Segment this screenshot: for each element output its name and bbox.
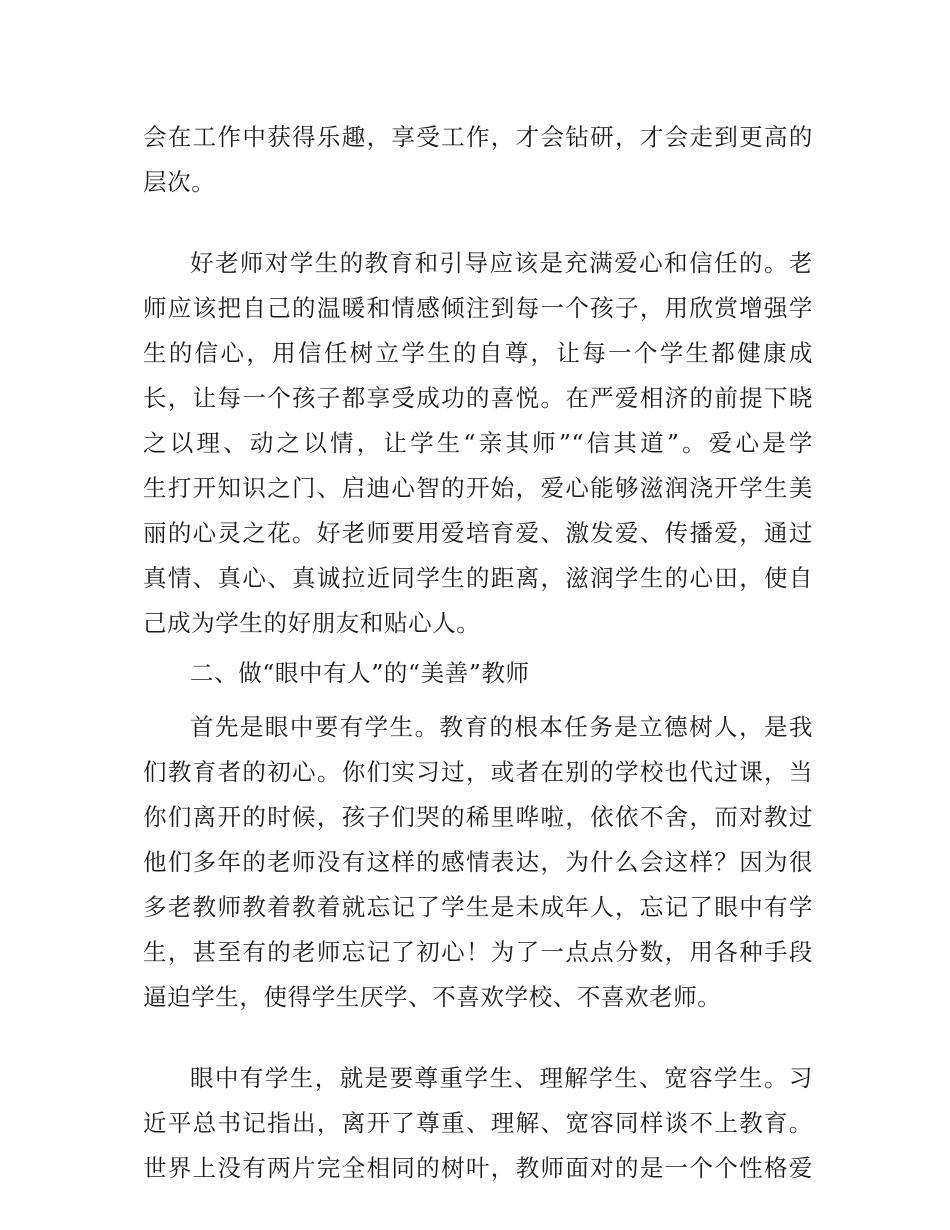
text-line: 生打开知识之门、启迪心智的开始，爱心能够滋润浇开学生美	[143, 474, 813, 502]
text-line: 师应该把自己的温暖和情感倾注到每一个孩子，用欣赏增强学	[143, 294, 813, 322]
text-line: 己成为学生的好朋友和贴心人。	[143, 609, 481, 637]
text-line: 逼迫学生，使得学生厌学、不喜欢学校、不喜欢老师。	[143, 983, 722, 1011]
text-line: 多老教师教着教着就忘记了学生是未成年人，忘记了眼中有学	[143, 893, 813, 921]
text-line: 你们离开的时候，孩子们哭的稀里哗啦，依依不舍，而对教过	[143, 803, 813, 831]
text-line: 长，让每一个孩子都享受成功的喜悦。在严爱相济的前提下晓	[143, 384, 813, 412]
text-line: 生，甚至有的老师忘记了初心！为了一点点分数，用各种手段	[143, 938, 813, 966]
text-line: 丽的心灵之花。好老师要用爱培育爱、激发爱、传播爱，通过	[143, 519, 813, 547]
paragraph-first-line: 首先是眼中要有学生。教育的根本任务是立德树人，是我	[190, 713, 813, 741]
text-line: 层次。	[143, 168, 216, 196]
text-line: 世界上没有两片完全相同的树叶，教师面对的是一个个性格爱	[143, 1154, 813, 1182]
text-line: 们教育者的初心。你们实习过，或者在别的学校也代过课，当	[143, 758, 813, 786]
paragraph-first-line: 好老师对学生的教育和引导应该是充满爱心和信任的。老	[190, 249, 813, 277]
text-line: 近平总书记指出，离开了尊重、理解、宽容同样谈不上教育。	[143, 1109, 813, 1137]
text-line: 会在工作中获得乐趣，享受工作，才会钻研，才会走到更高的	[143, 123, 813, 151]
text-line: 生的信心，用信任树立学生的自尊，让每一个学生都健康成	[143, 339, 813, 367]
text-line: 真情、真心、真诚拉近同学生的距离，滋润学生的心田，使自	[143, 564, 813, 592]
text-line: 之以理、动之以情，让学生“亲其师”“信其道”。爱心是学	[143, 429, 813, 457]
section-heading: 二、做“眼中有人”的“美善”教师	[190, 659, 530, 687]
paragraph-first-line: 眼中有学生，就是要尊重学生、理解学生、宽容学生。习	[190, 1064, 813, 1092]
text-line: 他们多年的老师没有这样的感情表达，为什么会这样？因为很	[143, 848, 813, 876]
